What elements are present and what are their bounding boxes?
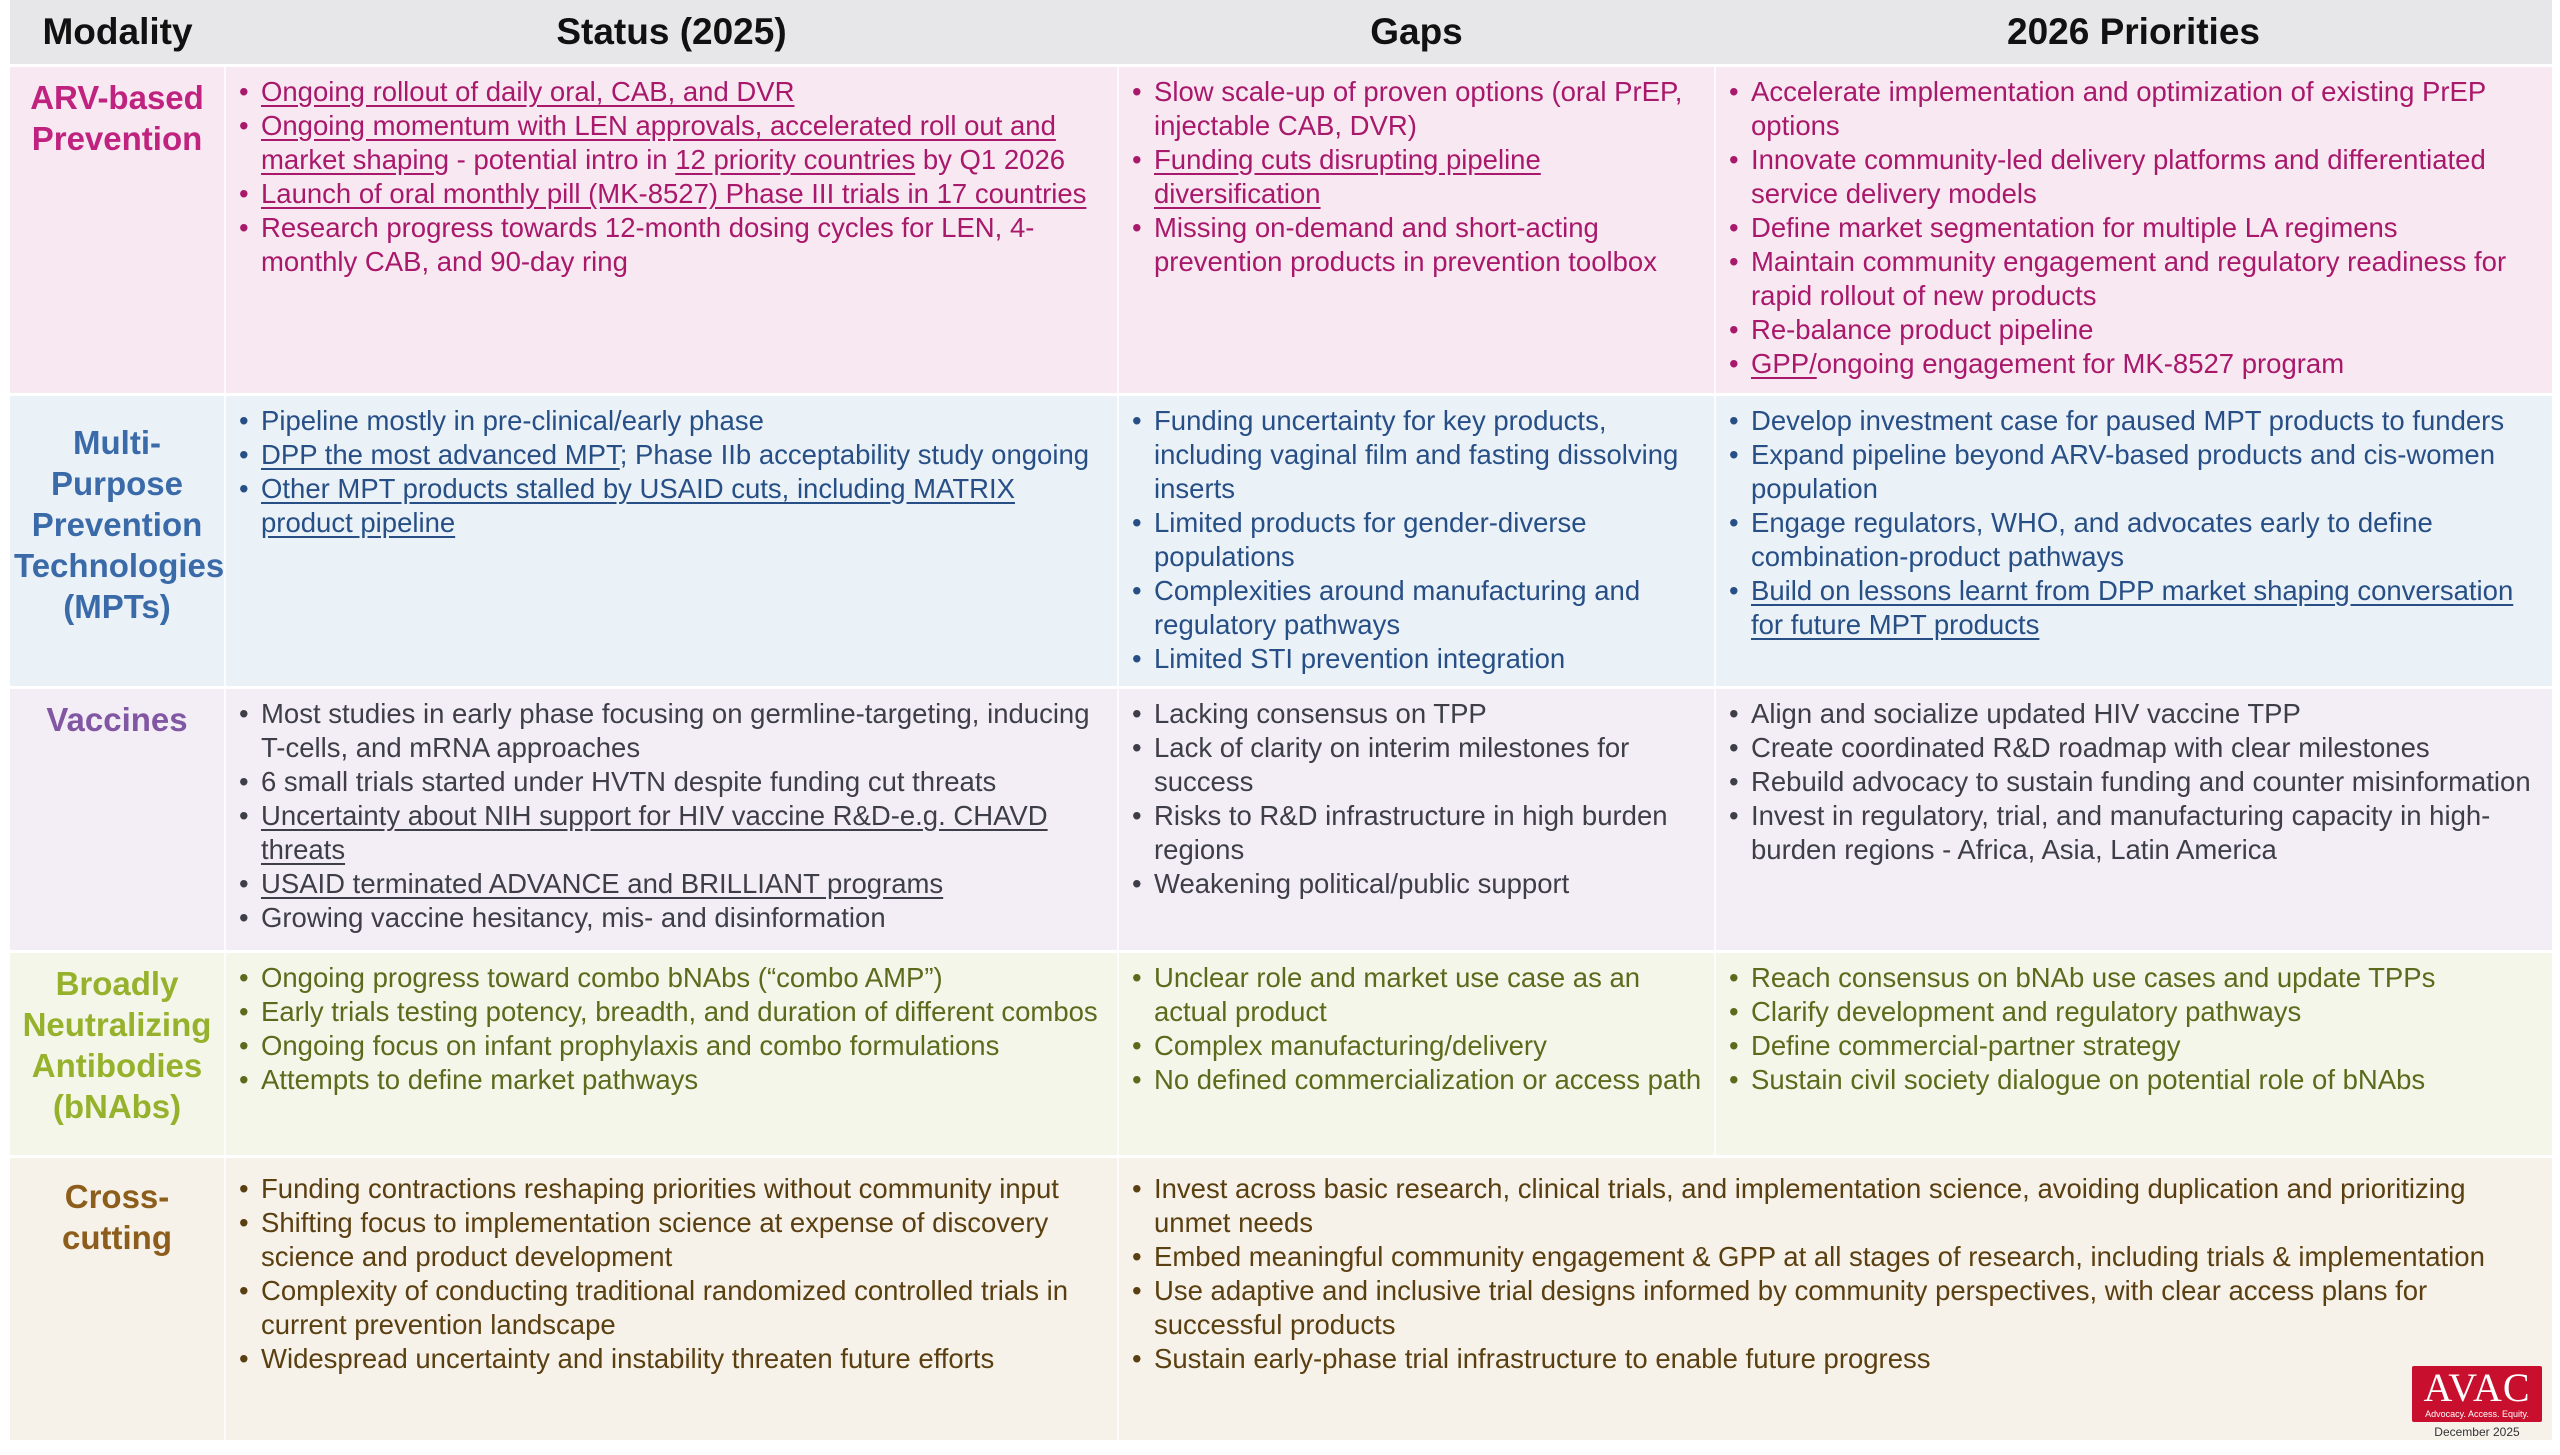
modality-label: Multi-Purpose Prevention Technologies (MPTs) [10,395,225,688]
list-item: • Research progress towards 12-month dosing cycles for LEN, 4-monthly CAB, and 90-day ring [261,211,1105,279]
list-item: • Accelerate implementation and optimization of existing PrEP options [1751,75,2540,143]
header-row [10,0,2552,66]
list-item: • Sustain early-phase trial infrastructure to enable future progress [1154,1342,2512,1376]
modality-label: Broadly Neutralizing Antibodies (bNAbs) [10,952,225,1157]
priorities-link[interactable]: Build on lessons learnt from DPP market shaping conversation for future MPT products [1751,575,2514,640]
list-item [261,472,1105,540]
list-item: • Ongoing focus on infant prophylaxis and combo formulations [261,1029,1105,1063]
row-bnabs [10,952,2552,1157]
list-item: • Missing on-demand and short-acting prevention products in prevention toolbox [1154,211,1702,279]
status-link[interactable]: Other MPT products stalled by USAID cuts, including MATRIX product pipeline [261,473,1015,538]
row-mpts [10,395,2552,688]
list-item: • Most studies in early phase focusing on germline-targeting, inducing T-cells, and mRNA approaches [261,697,1105,765]
list-item: • Expand pipeline beyond ARV-based products and cis-women population [1751,438,2540,506]
status-list [238,75,1105,279]
document-date: December 2025 [2434,1425,2520,1439]
header-gaps: Gaps [1118,0,1715,66]
list-item: • Funding uncertainty for key products, including vaginal film and fasting dissolving inserts [1154,404,1702,506]
gaps-list [1131,697,1702,901]
list-item: • Define commercial-partner strategy [1751,1029,2540,1063]
list-item [261,177,1105,211]
gaps-cell [1118,395,1715,688]
list-item-text: - potential intro in [449,144,676,175]
list-item [261,75,1105,109]
row-cross-cutting [10,1157,2552,1442]
gaps-list [1131,75,1702,279]
priorities-list [1728,961,2540,1097]
list-item: • Risks to R&D infrastructure in high burden regions [1154,799,1702,867]
gaps-cell [1118,66,1715,395]
modality-label: Vaccines [10,688,225,952]
list-item: • Clarify development and regulatory pathways [1751,995,2540,1029]
logo-tagline: Advocacy. Access. Equity. [2425,1409,2529,1419]
list-item: • Early trials testing potency, breadth, and duration of different combos [261,995,1105,1029]
list-item: • Align and socialize updated HIV vaccine TPP [1751,697,2540,731]
status-link[interactable]: Ongoing momentum with LEN approvals, accelerated roll out and market shaping [261,110,1056,175]
status-list [238,404,1105,540]
list-item-text: ; Phase IIb acceptability study ongoing [619,439,1090,470]
status-list [238,697,1105,935]
list-item: • Maintain community engagement and regulatory readiness for rapid rollout of new products [1751,245,2540,313]
avac-logo [2412,1366,2542,1422]
list-item: • Invest in regulatory, trial, and manufacturing capacity in high-burden regions - Africa, Asia, Latin America [1751,799,2540,867]
status-cell [225,688,1118,952]
list-item: • 6 small trials started under HVTN despite funding cut threats [261,765,1105,799]
list-item: • Lack of clarity on interim milestones for success [1154,731,1702,799]
list-item: • No defined commercialization or access path [1154,1063,1702,1097]
list-item: • Develop investment case for paused MPT products to funders [1751,404,2540,438]
list-item: • Growing vaccine hesitancy, mis- and disinformation [261,901,1105,935]
status-list [238,1172,1105,1376]
list-item: • Attempts to define market pathways [261,1063,1105,1097]
status-cell [225,1157,1118,1442]
list-item: • Complexity of conducting traditional randomized controlled trials in current prevention landscape [261,1274,1105,1342]
list-item: • Ongoing progress toward combo bNAbs (“combo AMP”) [261,961,1105,995]
status-link[interactable]: DPP the most advanced MPT [261,439,620,470]
list-item: • Slow scale-up of proven options (oral PrEP, injectable CAB, DVR) [1154,75,1702,143]
list-item: • Unclear role and market use case as an actual product [1154,961,1702,1029]
list-item: • Create coordinated R&D roadmap with clear milestones [1751,731,2540,765]
list-item: • Reach consensus on bNAb use cases and update TPPs [1751,961,2540,995]
row-vaccines [10,688,2552,952]
modality-table [10,0,2552,1443]
list-item: • Define market segmentation for multiple LA regimens [1751,211,2540,245]
priorities-list [1728,697,2540,867]
status-cell [225,395,1118,688]
priorities-matrix-page [10,0,2552,1445]
priorities-list [1728,75,2540,381]
list-item [261,867,1105,901]
list-item: • Pipeline mostly in pre-clinical/early phase [261,404,1105,438]
gaps-cell [1118,952,1715,1157]
header-priorities: 2026 Priorities [1715,0,2552,66]
modality-label: ARV-based Prevention [10,66,225,395]
status-link[interactable]: USAID terminated ADVANCE and BRILLIANT programs [261,868,944,899]
header-status: Status (2025) [225,0,1118,66]
priorities-cell [1715,66,2552,395]
logo-name: AVAC [2423,1365,2531,1410]
status-link[interactable]: Uncertainty about NIH support for HIV vaccine R&D-e.g. CHAVD threats [261,800,1048,865]
list-item: • Weakening political/public support [1154,867,1702,901]
list-item [1751,574,2540,642]
list-item [1751,347,2540,381]
status-link[interactable]: Ongoing rollout of daily oral, CAB, and DVR [261,76,795,107]
list-item: • Limited STI prevention integration [1154,642,1702,676]
list-item: • Funding contractions reshaping priorities without community input [261,1172,1105,1206]
priorities-list [1131,1172,2512,1376]
gaps-list [1131,404,1702,676]
priorities-cell [1715,688,2552,952]
list-item: • Complex manufacturing/delivery [1154,1029,1702,1063]
list-item: • Use adaptive and inclusive trial designs informed by community perspectives, with clear access plans for successful products [1154,1274,2512,1342]
list-item: • Lacking consensus on TPP [1154,697,1702,731]
list-item: • Embed meaningful community engagement & GPP at all stages of research, including trials & implementation [1154,1240,2512,1274]
list-item: • Sustain civil society dialogue on potential role of bNAbs [1751,1063,2540,1097]
gaps-list [1131,961,1702,1097]
priorities-list [1728,404,2540,642]
list-item: • Re-balance product pipeline [1751,313,2540,347]
gaps-cell [1118,688,1715,952]
priorities-cell [1715,952,2552,1157]
modality-label: Cross-cutting [10,1157,225,1442]
list-item-text: by Q1 2026 [915,144,1066,175]
list-item: • Innovate community-led delivery platforms and differentiated service delivery models [1751,143,2540,211]
list-item-text: ongoing engagement for MK-8527 program [1816,348,2345,379]
list-item: • Rebuild advocacy to sustain funding and counter misinformation [1751,765,2540,799]
list-item [1154,143,1702,211]
status-link[interactable]: Launch of oral monthly pill (MK-8527) Phase III trials in 17 countries [261,178,1087,209]
status-cell [225,66,1118,395]
row-arv-based-prevention [10,66,2552,395]
list-item: • Widespread uncertainty and instability threaten future efforts [261,1342,1105,1376]
list-item: • Shifting focus to implementation science at expense of discovery science and product development [261,1206,1105,1274]
status-cell [225,952,1118,1157]
list-item: • Invest across basic research, clinical trials, and implementation science, avoiding duplication and prioritizing unmet needs [1154,1172,2512,1240]
status-list [238,961,1105,1097]
list-item [261,438,1105,472]
list-item [261,109,1105,177]
header-modality: Modality [10,0,225,66]
list-item [261,799,1105,867]
priorities-cell [1118,1157,2552,1442]
priorities-link[interactable]: GPP/ [1751,348,1817,379]
status-link[interactable]: 12 priority countries [675,144,916,175]
list-item: • Complexities around manufacturing and regulatory pathways [1154,574,1702,642]
priorities-cell [1715,395,2552,688]
gaps-link[interactable]: Funding cuts disrupting pipeline diversification [1154,144,1541,209]
list-item: • Limited products for gender-diverse populations [1154,506,1702,574]
list-item: • Engage regulators, WHO, and advocates early to define combination-product pathways [1751,506,2540,574]
